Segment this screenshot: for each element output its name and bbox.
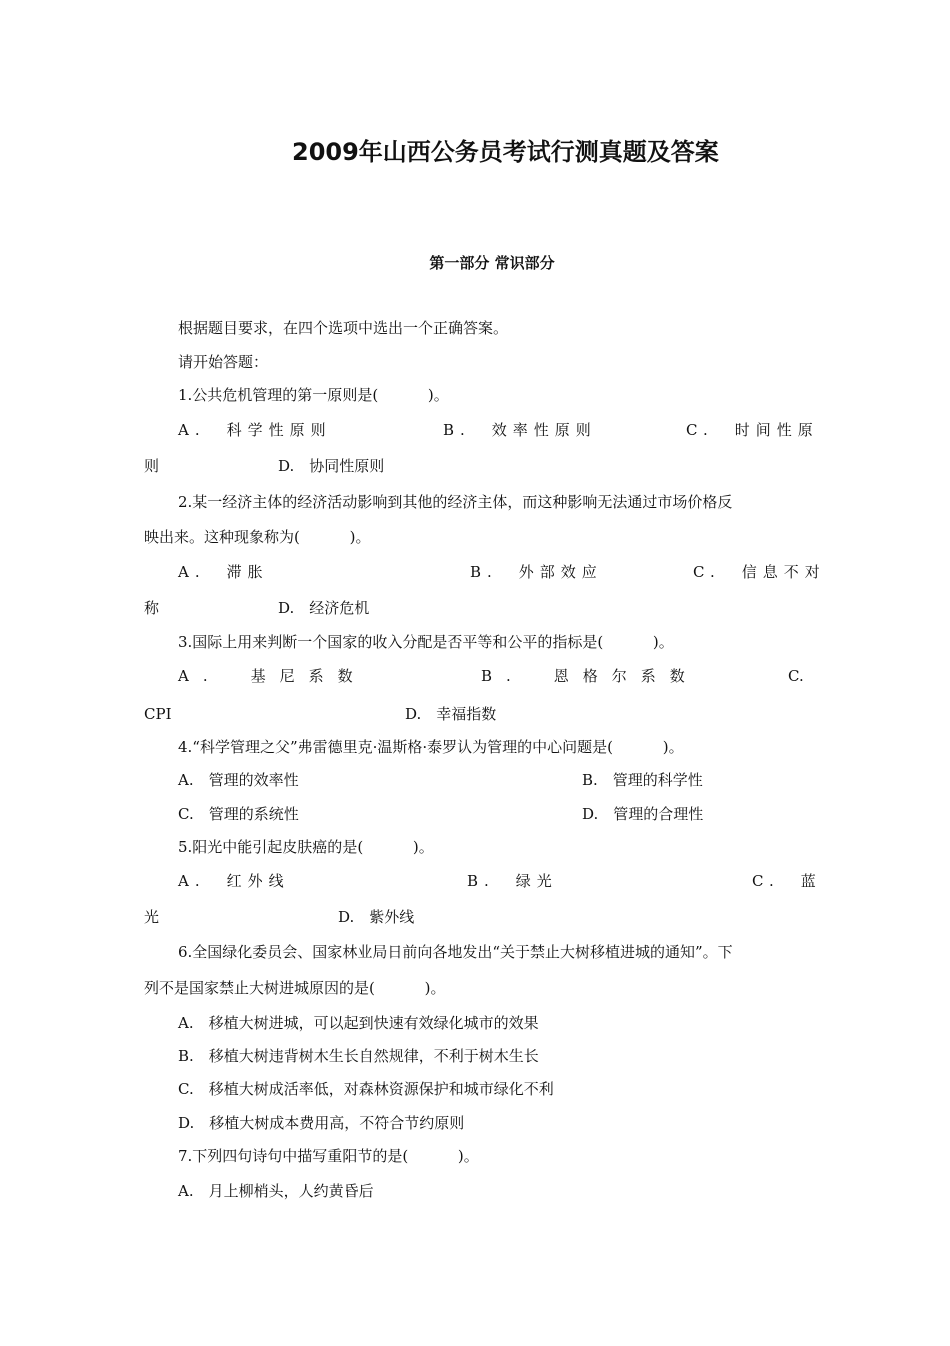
option-d: D. 协同性原则 (278, 457, 385, 475)
option-a: A. 基尼系数 (178, 667, 367, 685)
question-stem: 列不是国家禁止大树进城原因的是( )。 (144, 979, 446, 997)
option-c-continuation: 称 (144, 599, 160, 617)
option-a: A. 管理的效率性 (178, 771, 299, 789)
instruction-text: 根据题目要求，在四个选项中选出一个正确答案。 (178, 319, 509, 337)
option-a: A. 红外线 (178, 872, 290, 890)
option-a: A. 月上柳梢头，人约黄昏后 (178, 1182, 374, 1200)
option-c: C. 移植大树成活率低，对森林资源保护和城市绿化不利 (178, 1080, 554, 1098)
option-b: B. 移植大树违背树木生长自然规律，不利于树木生长 (178, 1047, 539, 1065)
option-c: C. 信息不对 (693, 563, 826, 581)
option-b: B. 绿光 (467, 872, 558, 890)
option-b: B. 外部效应 (470, 563, 603, 581)
question-stem: 4.“科学管理之父”弗雷德里克·温斯格·泰罗认为管理的中心问题是( )。 (178, 738, 684, 756)
option-d: D. 移植大树成本费用高，不符合节约原则 (178, 1114, 465, 1132)
option-a: A. 滞胀 (178, 563, 269, 581)
option-d: D. 管理的合理性 (582, 805, 704, 823)
question-stem: 映出来。这种现象称为( )。 (144, 528, 371, 546)
option-c: C. 管理的系统性 (178, 805, 299, 823)
option-d: D. 幸福指数 (405, 705, 497, 723)
option-c: C. (788, 667, 804, 685)
option-b: B. 效率性原则 (443, 421, 597, 439)
question-stem: 2.某一经济主体的经济活动影响到其他的经济主体，而这种影响无法通过市场价格反 (178, 493, 733, 511)
option-a: A. 移植大树进城，可以起到快速有效绿化城市的效果 (178, 1014, 539, 1032)
option-c-continuation: 则 (144, 457, 160, 475)
option-a: A. 科学性原则 (178, 421, 332, 439)
option-b: B. 恩格尔系数 (481, 667, 699, 685)
document-title: 2009年山西公务员考试行测真题及答案 (292, 138, 719, 166)
question-stem: 1.公共危机管理的第一原则是( )。 (178, 386, 449, 404)
instruction-text: 请开始答题： (178, 353, 269, 371)
question-stem: 5.阳光中能引起皮肤癌的是( )。 (178, 838, 434, 856)
option-d: D. 紫外线 (338, 908, 415, 926)
option-c: C. 蓝 (752, 872, 822, 890)
question-stem: 6.全国绿化委员会、国家林业局日前向各地发出“关于禁止大树移植进城的通知”。下 (178, 943, 733, 961)
option-c-continuation: CPI (144, 705, 172, 723)
option-c: C. 时间性原 (686, 421, 819, 439)
section-heading: 第一部分 常识部分 (429, 254, 555, 272)
option-d: D. 经济危机 (278, 599, 370, 617)
question-stem: 7.下列四句诗句中描写重阳节的是( )。 (178, 1147, 479, 1165)
option-b: B. 管理的科学性 (582, 771, 703, 789)
option-c-continuation: 光 (144, 908, 160, 926)
question-stem: 3.国际上用来判断一个国家的收入分配是否平等和公平的指标是( )。 (178, 633, 674, 651)
